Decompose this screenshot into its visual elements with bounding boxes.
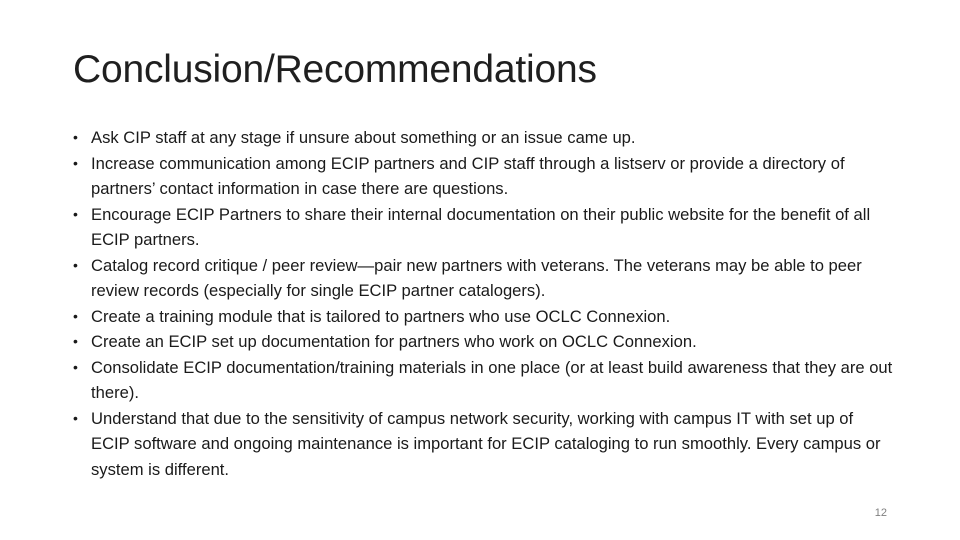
bullet-icon: • xyxy=(73,333,78,349)
bullet-list xyxy=(73,125,893,482)
bullet-text: Increase communication among ECIP partners and CIP staff through a listserv or provide a directory of partners’ contact information in case there are questions. xyxy=(91,153,845,198)
bullet-icon: • xyxy=(73,129,78,145)
bullet-icon: • xyxy=(73,409,78,426)
bullet-icon: • xyxy=(73,358,78,375)
list-item xyxy=(73,304,893,330)
bullet-text: Understand that due to the sensitivity of campus network security, working with campus IT with set up of ECIP software and ongoing maintenance is important for ECIP cataloging to run smoothly. Every campus or system is different. xyxy=(91,408,881,479)
list-item xyxy=(73,202,893,253)
bullet-icon: • xyxy=(73,154,78,171)
bullet-text: Encourage ECIP Partners to share their internal documentation on their public website for the benefit of all ECIP partners. xyxy=(91,204,871,249)
bullet-text: Create an ECIP set up documentation for partners who work on OCLC Connexion. xyxy=(91,332,697,351)
list-item xyxy=(73,329,893,355)
slide-title: Conclusion/Recommendations xyxy=(73,48,597,91)
bullet-text: Create a training module that is tailored to partners who use OCLC Connexion. xyxy=(91,306,671,326)
bullet-text: Consolidate ECIP documentation/training materials in one place (or at least build awareness that they are out there). xyxy=(91,357,893,402)
bullet-text: Ask CIP staff at any stage if unsure about something or an issue came up. xyxy=(91,128,636,147)
list-item xyxy=(73,125,893,151)
bullet-icon: • xyxy=(73,256,78,273)
bullet-icon: • xyxy=(73,205,78,222)
list-item xyxy=(73,253,893,304)
list-item xyxy=(73,406,893,483)
list-item xyxy=(73,151,893,202)
bullet-icon: • xyxy=(73,307,78,324)
page-number: 12 xyxy=(874,507,887,519)
list-item xyxy=(73,355,893,406)
bullet-text: Catalog record critique / peer review—pair new partners with veterans. The veterans may be able to peer review records (especially for single ECIP partner catalogers). xyxy=(91,255,862,300)
